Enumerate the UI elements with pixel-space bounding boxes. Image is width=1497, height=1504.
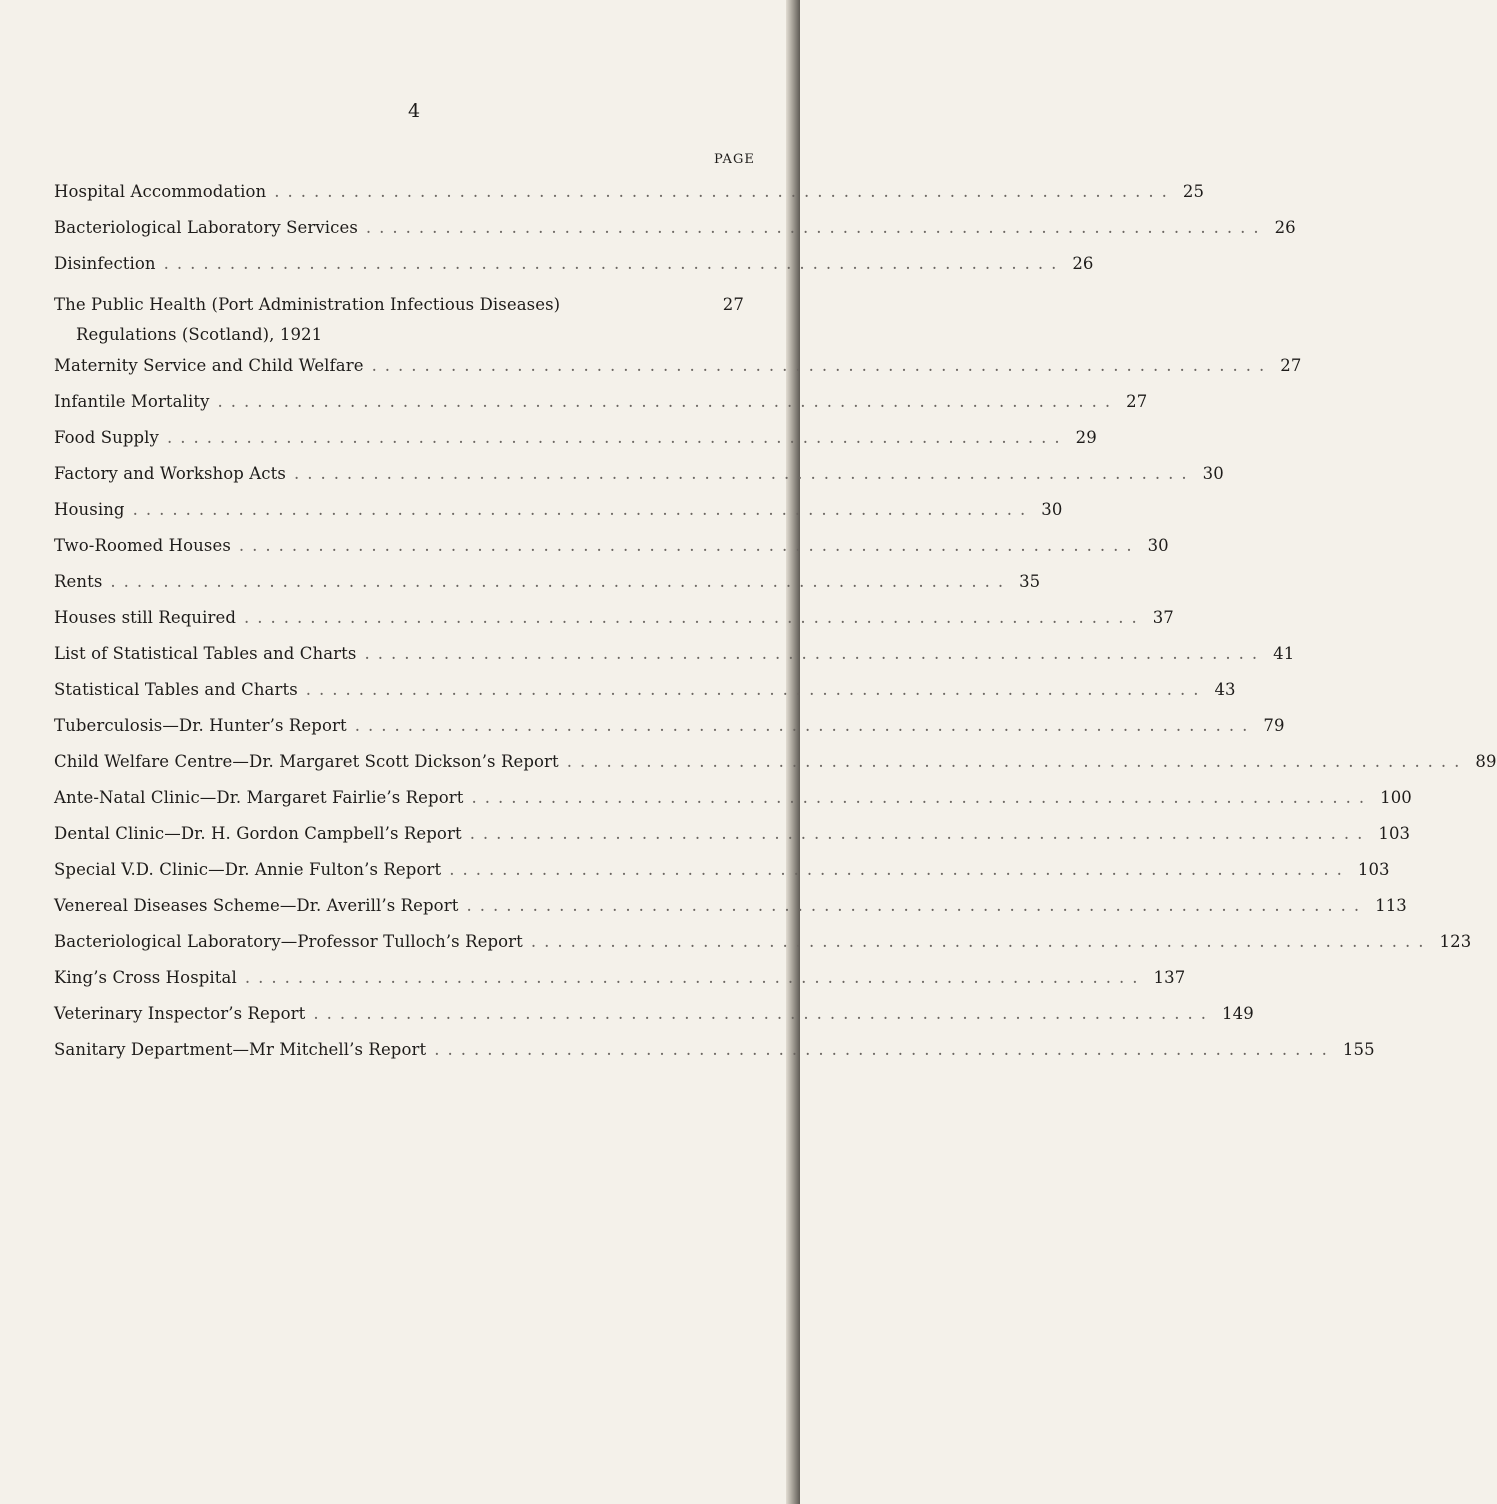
toc-entry-page: 89 xyxy=(1475,752,1497,771)
toc-entry-page: 149 xyxy=(1222,1004,1254,1023)
toc-entry xyxy=(54,680,1236,716)
toc-entry xyxy=(54,896,1407,932)
toc-entry-page: 103 xyxy=(1378,824,1411,843)
toc-entry-title: Veterinary Inspector’s Report xyxy=(54,1004,306,1023)
toc-entry xyxy=(54,824,1411,860)
toc-entry xyxy=(54,860,1390,896)
toc-entry-title: Ante-Natal Clinic—Dr. Margaret Fairlie’s Report xyxy=(54,788,464,807)
toc-entry-page: 27 xyxy=(722,295,744,314)
toc-entry-page: 27 xyxy=(1280,356,1302,375)
toc-entry-title: Rents xyxy=(54,572,103,591)
toc-entry-title-line2: Regulations (Scotland), 1921 xyxy=(76,325,323,344)
toc-entry-title: Infantile Mortality xyxy=(54,392,210,411)
toc-entry xyxy=(54,932,1472,968)
toc-entry-page: 103 xyxy=(1357,860,1390,879)
toc-entry-title: Housing xyxy=(54,500,125,519)
leader-dots: .................................................................... xyxy=(244,608,1145,627)
leader-dots: .................................................................... xyxy=(530,932,1432,951)
toc-entry xyxy=(54,608,1174,644)
leader-dots: .................................................................... xyxy=(434,1040,1335,1059)
toc-entry-title: List of Statistical Tables and Charts xyxy=(54,644,357,663)
toc-entry xyxy=(54,428,1097,464)
leader-dots: .................................................................... xyxy=(238,536,1140,555)
toc-entry-title: Special V.D. Clinic—Dr. Annie Fulton’s Report xyxy=(54,860,442,879)
toc-entry xyxy=(54,1040,1375,1076)
toc-entry-page: 30 xyxy=(1147,536,1169,555)
toc-entry-page: 113 xyxy=(1375,896,1407,915)
leader-dots: .................................................................... xyxy=(313,1004,1214,1023)
toc-entry-title: Statistical Tables and Charts xyxy=(54,680,298,699)
toc-entry xyxy=(54,752,1497,788)
leader-dots: .................................................................... xyxy=(274,182,1175,201)
leader-dots: .................................................................... xyxy=(110,572,1012,591)
toc-entry-page: 35 xyxy=(1019,572,1041,591)
toc-entry-page: 29 xyxy=(1075,428,1097,447)
toc-entry xyxy=(54,572,1041,608)
toc-entry-title: Child Welfare Centre—Dr. Margaret Scott Dickson’s Report xyxy=(54,752,559,771)
toc-entry-page: 100 xyxy=(1380,788,1412,807)
toc-entry-page: 155 xyxy=(1342,1040,1375,1059)
leader-dots: .................................................................... xyxy=(365,218,1267,237)
leader-dots: .................................................................... xyxy=(305,680,1207,699)
toc-entry-title: Venereal Diseases Scheme—Dr. Averill’s Report xyxy=(54,896,459,915)
toc-entry-page: 26 xyxy=(1072,254,1094,273)
toc-entry-title: Maternity Service and Child Welfare xyxy=(54,356,364,375)
leader-dots: .................................................................... xyxy=(293,464,1195,483)
toc-entry xyxy=(54,356,1302,392)
table-of-contents xyxy=(54,182,1497,1076)
toc-entry-title: Hospital Accommodation xyxy=(54,182,267,201)
leader-dots: .................................................................... xyxy=(449,860,1350,879)
leader-dots: .................................................................... xyxy=(466,896,1368,915)
toc-entry xyxy=(54,500,1063,536)
toc-entry-title xyxy=(54,290,704,350)
leader-dots: .................................................................... xyxy=(364,644,1266,663)
toc-entry-title: Two-Roomed Houses xyxy=(54,536,231,555)
leader-dots: .................................................................... xyxy=(217,392,1119,411)
leader-dots: .................................................................... xyxy=(566,752,1468,771)
leader-dots: .................................................................... xyxy=(132,500,1034,519)
page-number: 4 xyxy=(408,100,421,122)
toc-entry xyxy=(54,968,1186,1004)
toc-entry xyxy=(54,716,1285,752)
leader-dots: .................................................................... xyxy=(166,428,1068,447)
toc-entry-page: 137 xyxy=(1153,968,1186,987)
toc-entry-page: 26 xyxy=(1274,218,1296,237)
leader-dots: .................................................................... xyxy=(163,254,1065,273)
page-column-label: PAGE xyxy=(714,152,755,167)
toc-entry-title: Tuberculosis—Dr. Hunter’s Report xyxy=(54,716,347,735)
toc-entry xyxy=(54,788,1412,824)
toc-entry-title: King’s Cross Hospital xyxy=(54,968,237,987)
toc-entry xyxy=(54,536,1169,572)
leader-dots: .................................................................... xyxy=(469,824,1371,843)
toc-entry-title: Houses still Required xyxy=(54,608,237,627)
toc-entry-title: Bacteriological Laboratory—Professor Tulloch’s Report xyxy=(54,932,523,951)
toc-entry xyxy=(54,182,1205,218)
toc-entry xyxy=(54,644,1295,680)
leader-dots: .................................................................... xyxy=(371,356,1273,375)
toc-entry xyxy=(54,464,1224,500)
toc-entry-page: 30 xyxy=(1041,500,1063,519)
toc-entry-page: 27 xyxy=(1126,392,1148,411)
toc-entry-title: Dental Clinic—Dr. H. Gordon Campbell’s Report xyxy=(54,824,462,843)
toc-entry xyxy=(54,254,1094,290)
leader-dots: .................................................................... xyxy=(244,968,1146,987)
toc-entry-page: 123 xyxy=(1439,932,1472,951)
toc-entry-page: 25 xyxy=(1182,182,1205,201)
toc-entry-title-line1: The Public Health (Port Administration Infectious Diseases) xyxy=(54,295,561,314)
toc-entry xyxy=(54,1004,1254,1040)
toc-entry-page: 79 xyxy=(1263,716,1285,735)
toc-entry-page: 37 xyxy=(1152,608,1174,627)
toc-entry-title: Food Supply xyxy=(54,428,159,447)
leader-dots: .................................................................... xyxy=(471,788,1373,807)
toc-entry xyxy=(54,392,1148,428)
toc-entry-page: 30 xyxy=(1202,464,1224,483)
toc-entry-title: Disinfection xyxy=(54,254,156,273)
toc-entry-title: Sanitary Department—Mr Mitchell’s Report xyxy=(54,1040,427,1059)
toc-entry-page: 41 xyxy=(1273,644,1295,663)
toc-entry xyxy=(54,218,1296,254)
leader-dots: .................................................................... xyxy=(354,716,1256,735)
toc-entry-page: 43 xyxy=(1214,680,1236,699)
toc-entry xyxy=(54,290,744,356)
toc-entry-title: Bacteriological Laboratory Services xyxy=(54,218,358,237)
toc-entry-title: Factory and Workshop Acts xyxy=(54,464,286,483)
